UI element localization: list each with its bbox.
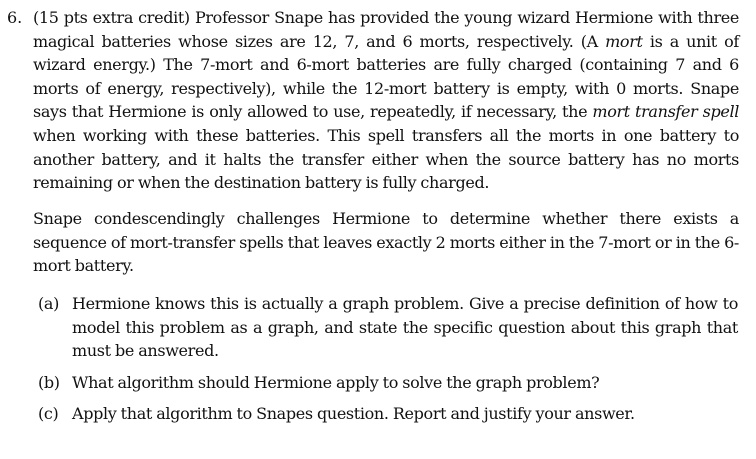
subquestion-b-text: What algorithm should Hermione apply to solve the graph problem? — [72, 373, 600, 392]
statement-text-3: when working with these batteries. This spell transfers all the morts in one battery to another battery, and it halts the transfer either when the source battery has no morts remaining or when the destination battery is fully charged. — [33, 125, 739, 193]
subquestion-c-label: (c) — [38, 404, 59, 423]
subquestion-b-label: (b) — [38, 373, 60, 392]
subquestion-a-text: Hermione knows this is actually a graph problem. Give a precise definition of how to model this problem as a graph, and state the specific question about this graph that must be answered. — [72, 294, 738, 361]
subquestion-c — [38, 402, 738, 426]
statement-text-2: is a unit of wizard energy.) The 7-mort and 6-mort batteries are fully charged (containing 7 and 6 morts of energy, respectively), while the 12-mort battery is empty, with 0 morts. Snape says that Hermione is only allowed to use, repeatedly, if necessary, the — [33, 31, 739, 122]
question-number: 6. — [7, 8, 23, 27]
statement-text-1: (15 pts extra credit) Professor Snape has provided the young wizard Hermione with three magical batteries whose sizes are 12, 7, and 6 morts, respectively. (A — [33, 8, 739, 51]
term-mort-transfer-spell: mort transfer spell — [592, 102, 740, 122]
term-mort: mort — [605, 31, 643, 51]
subquestion-c-text: Apply that algorithm to Snapes question. Report and justify your answer. — [72, 404, 635, 423]
subquestion-b — [38, 371, 738, 395]
challenge-paragraph: Snape condescendingly challenges Hermione to determine whether there exists a sequence of mort-transfer spells that leaves exactly 2 morts either in the 7-mort or in the 6-mort battery. — [33, 209, 739, 276]
subquestion-a-label: (a) — [38, 294, 59, 313]
problem-statement-paragraph — [33, 6, 739, 195]
subquestion-a — [38, 292, 738, 363]
